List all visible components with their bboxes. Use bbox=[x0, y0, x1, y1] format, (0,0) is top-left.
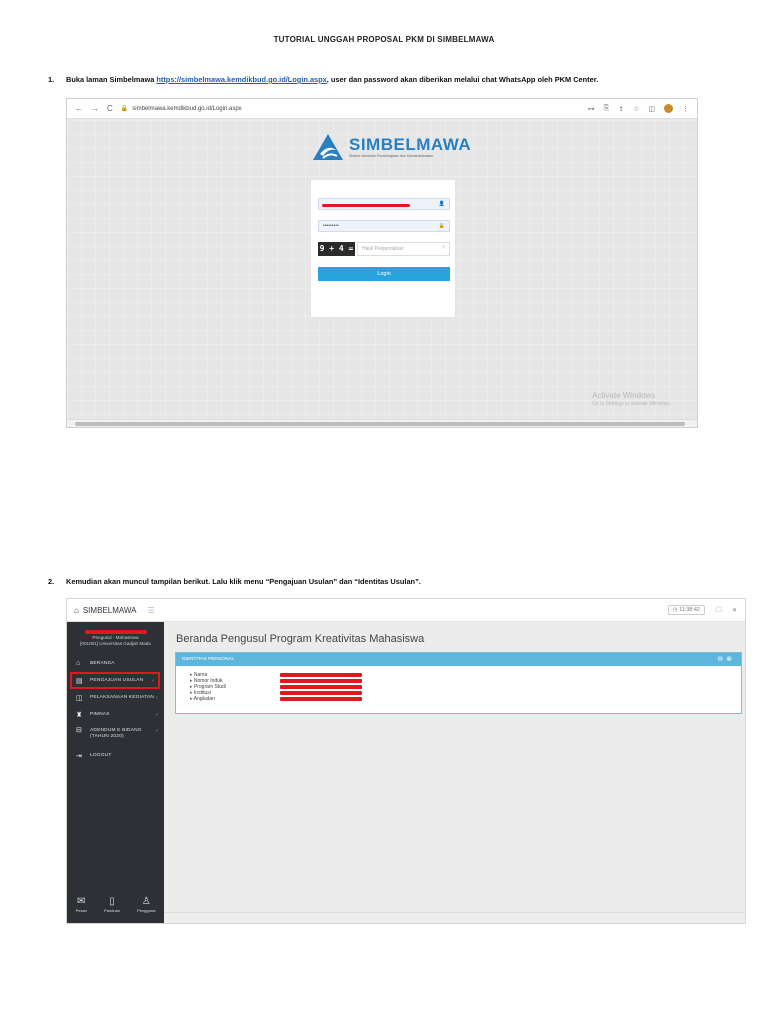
chevron-left-icon: ‹ bbox=[156, 711, 158, 718]
identity-row: ▸ Angkatan bbox=[190, 696, 741, 702]
simbelmawa-logo bbox=[311, 132, 471, 162]
reader-icon[interactable]: ⎘ bbox=[603, 104, 610, 112]
key-icon[interactable]: ⊶ bbox=[587, 105, 595, 113]
brand bbox=[67, 599, 164, 622]
chevron-left-icon: ‹ bbox=[156, 728, 158, 734]
watermark-title: Activate Windows bbox=[592, 391, 656, 400]
sidebar-item-label: BERANDA bbox=[90, 661, 115, 666]
sidepanel-icon[interactable]: ◫ bbox=[648, 105, 655, 113]
user-menu-icon[interactable]: ☖ bbox=[714, 605, 723, 614]
profile-institution: [001001] Universitas Gadjah Mada bbox=[80, 641, 151, 646]
step-text: Kemudian akan muncul tampilan berikut. Lalu klik menu “Pengajuan Usulan” dan “Identitas Usulan”. bbox=[66, 577, 421, 586]
step-2 bbox=[48, 577, 421, 586]
sidebar bbox=[67, 622, 164, 923]
sidebar-item-pelaksanaan-kegiatan[interactable] bbox=[67, 689, 164, 706]
plus-icon: + bbox=[441, 245, 445, 251]
menu-icon[interactable]: ⋮ bbox=[682, 105, 689, 113]
chevron-left-icon: ‹ bbox=[152, 677, 154, 684]
page-title: Beranda Pengusul Program Kreativitas Mahasiswa bbox=[176, 633, 425, 645]
sidebar-item-label: LOGOUT bbox=[90, 753, 112, 758]
avatar[interactable] bbox=[664, 104, 673, 113]
document-title: TUTORIAL UNGGAH PROPOSAL PKM DI SIMBELMAWA bbox=[273, 35, 495, 44]
identity-row: ▸ Institusi bbox=[190, 690, 741, 696]
logo-subtitle: Sistem Informasi Pembelajaran dan Kemahasiswaan bbox=[349, 154, 434, 158]
windows-watermark bbox=[592, 391, 671, 409]
sidebar-footer bbox=[67, 896, 164, 913]
captcha-placeholder: Hasil Penjumlahan bbox=[362, 246, 404, 252]
footer-pesan[interactable]: ✉ Pesan bbox=[75, 896, 87, 913]
profile-role: Pengusul - Mahasiswa bbox=[92, 635, 139, 640]
lock-icon: 🔒 bbox=[438, 223, 445, 229]
brand-name: SIMBELMAWA bbox=[82, 606, 137, 615]
panel-header bbox=[176, 653, 741, 666]
main-content bbox=[164, 622, 745, 923]
step-number: 2. bbox=[48, 577, 55, 586]
chevron-left-icon: ‹ bbox=[156, 694, 158, 701]
step-1 bbox=[48, 75, 598, 84]
sidebar-item-pimnas[interactable] bbox=[67, 706, 164, 723]
list-icon: ▤ bbox=[76, 677, 83, 685]
logout-icon: ⇥ bbox=[76, 752, 83, 760]
redaction-mark bbox=[280, 697, 362, 701]
user-icon: ♙ bbox=[141, 896, 151, 907]
logo-icon bbox=[311, 132, 345, 162]
profile-block bbox=[67, 622, 164, 655]
identity-row: ▸ Nama bbox=[190, 672, 741, 678]
simbelmawa-link[interactable]: https://simbelmawa.kemdikbud.go.id/Login.aspx bbox=[156, 75, 327, 84]
step-text: Buka laman Simbelmawa bbox=[66, 75, 157, 84]
home-icon: ⌂ bbox=[76, 660, 81, 667]
footer-pengguna[interactable]: ♙ Pengguna bbox=[137, 896, 156, 913]
logo-text: SIMBELMAWA bbox=[349, 135, 472, 154]
sidebar-item-pengajuan-usulan[interactable] bbox=[70, 672, 160, 689]
sidebar-item-label: PIMNAS bbox=[90, 712, 110, 717]
clock: ◷ 11:38:42 bbox=[668, 605, 705, 615]
captcha-row bbox=[318, 242, 450, 256]
captcha-image: 9 + 4 = bbox=[318, 242, 355, 256]
briefcase-icon: ⊟ bbox=[76, 727, 83, 734]
redaction-mark bbox=[280, 679, 362, 683]
sidebar-item-label: ADENDUM E BIDANG (TAHUN 2020) bbox=[90, 728, 142, 739]
login-button[interactable]: Login bbox=[318, 267, 450, 281]
login-card bbox=[310, 179, 456, 318]
lock-icon: 🔒 bbox=[120, 106, 129, 112]
identity-row: ▸ Program Studi bbox=[190, 684, 741, 690]
identity-panel bbox=[175, 652, 742, 714]
login-screenshot bbox=[66, 98, 698, 428]
panel-title: IDENTITAS PERSONAL bbox=[182, 657, 235, 662]
redaction-mark bbox=[280, 685, 362, 689]
graduation-cap-icon: ⌂ bbox=[74, 606, 79, 615]
sidebar-item-label: PELAKSANAAN KEGIATAN bbox=[90, 695, 155, 700]
redaction-mark bbox=[322, 204, 410, 207]
password-input[interactable] bbox=[318, 220, 450, 232]
book-icon: ▯ bbox=[109, 896, 115, 907]
share-icon[interactable]: ⇪ bbox=[618, 105, 625, 113]
horizontal-scrollbar[interactable] bbox=[67, 419, 697, 427]
dashboard-screenshot bbox=[66, 598, 746, 924]
topbar bbox=[67, 599, 745, 622]
footer-panduan[interactable]: ▯ Panduan bbox=[104, 896, 121, 913]
sidebar-item-adendum[interactable] bbox=[67, 723, 164, 747]
hamburger-icon[interactable]: ☰ bbox=[147, 606, 155, 615]
redaction-mark bbox=[280, 673, 362, 677]
username-input[interactable] bbox=[318, 198, 450, 210]
notification-icon[interactable]: ● bbox=[732, 605, 737, 614]
star-icon[interactable]: ☆ bbox=[633, 105, 640, 113]
identity-row: ▸ Nomor Induk bbox=[190, 678, 741, 684]
content-footer bbox=[164, 912, 745, 923]
sidebar-menu bbox=[67, 655, 164, 764]
address-bar[interactable]: simbelmawa.kemdikbud.go.id/Login.aspx bbox=[132, 105, 242, 112]
calendar-icon: ◫ bbox=[76, 694, 83, 702]
sidebar-item-beranda[interactable] bbox=[67, 655, 164, 672]
captcha-input[interactable] bbox=[357, 242, 450, 256]
watermark-subtitle: Go to Settings to activate Windows. bbox=[592, 401, 671, 407]
panel-controls-icon[interactable]: ⊖⊗ bbox=[717, 656, 735, 663]
step-number: 1. bbox=[48, 75, 55, 84]
redaction-mark bbox=[85, 630, 147, 634]
sidebar-item-label: PENGAJUAN USULAN bbox=[90, 678, 144, 683]
trophy-icon: ♜ bbox=[76, 711, 83, 719]
user-icon: 👤 bbox=[438, 201, 445, 207]
reload-icon[interactable]: C bbox=[107, 104, 113, 113]
browser-toolbar bbox=[67, 99, 697, 119]
step-text: , user dan password akan diberikan melalui chat WhatsApp oleh PKM Center. bbox=[326, 75, 599, 84]
password-value: ••••••••• bbox=[323, 223, 339, 229]
envelope-icon: ✉ bbox=[77, 896, 86, 907]
forward-icon[interactable]: → bbox=[91, 104, 99, 113]
back-icon[interactable]: ← bbox=[75, 104, 83, 113]
login-page bbox=[67, 120, 697, 419]
sidebar-item-logout[interactable] bbox=[67, 747, 164, 764]
redaction-mark bbox=[280, 691, 362, 695]
